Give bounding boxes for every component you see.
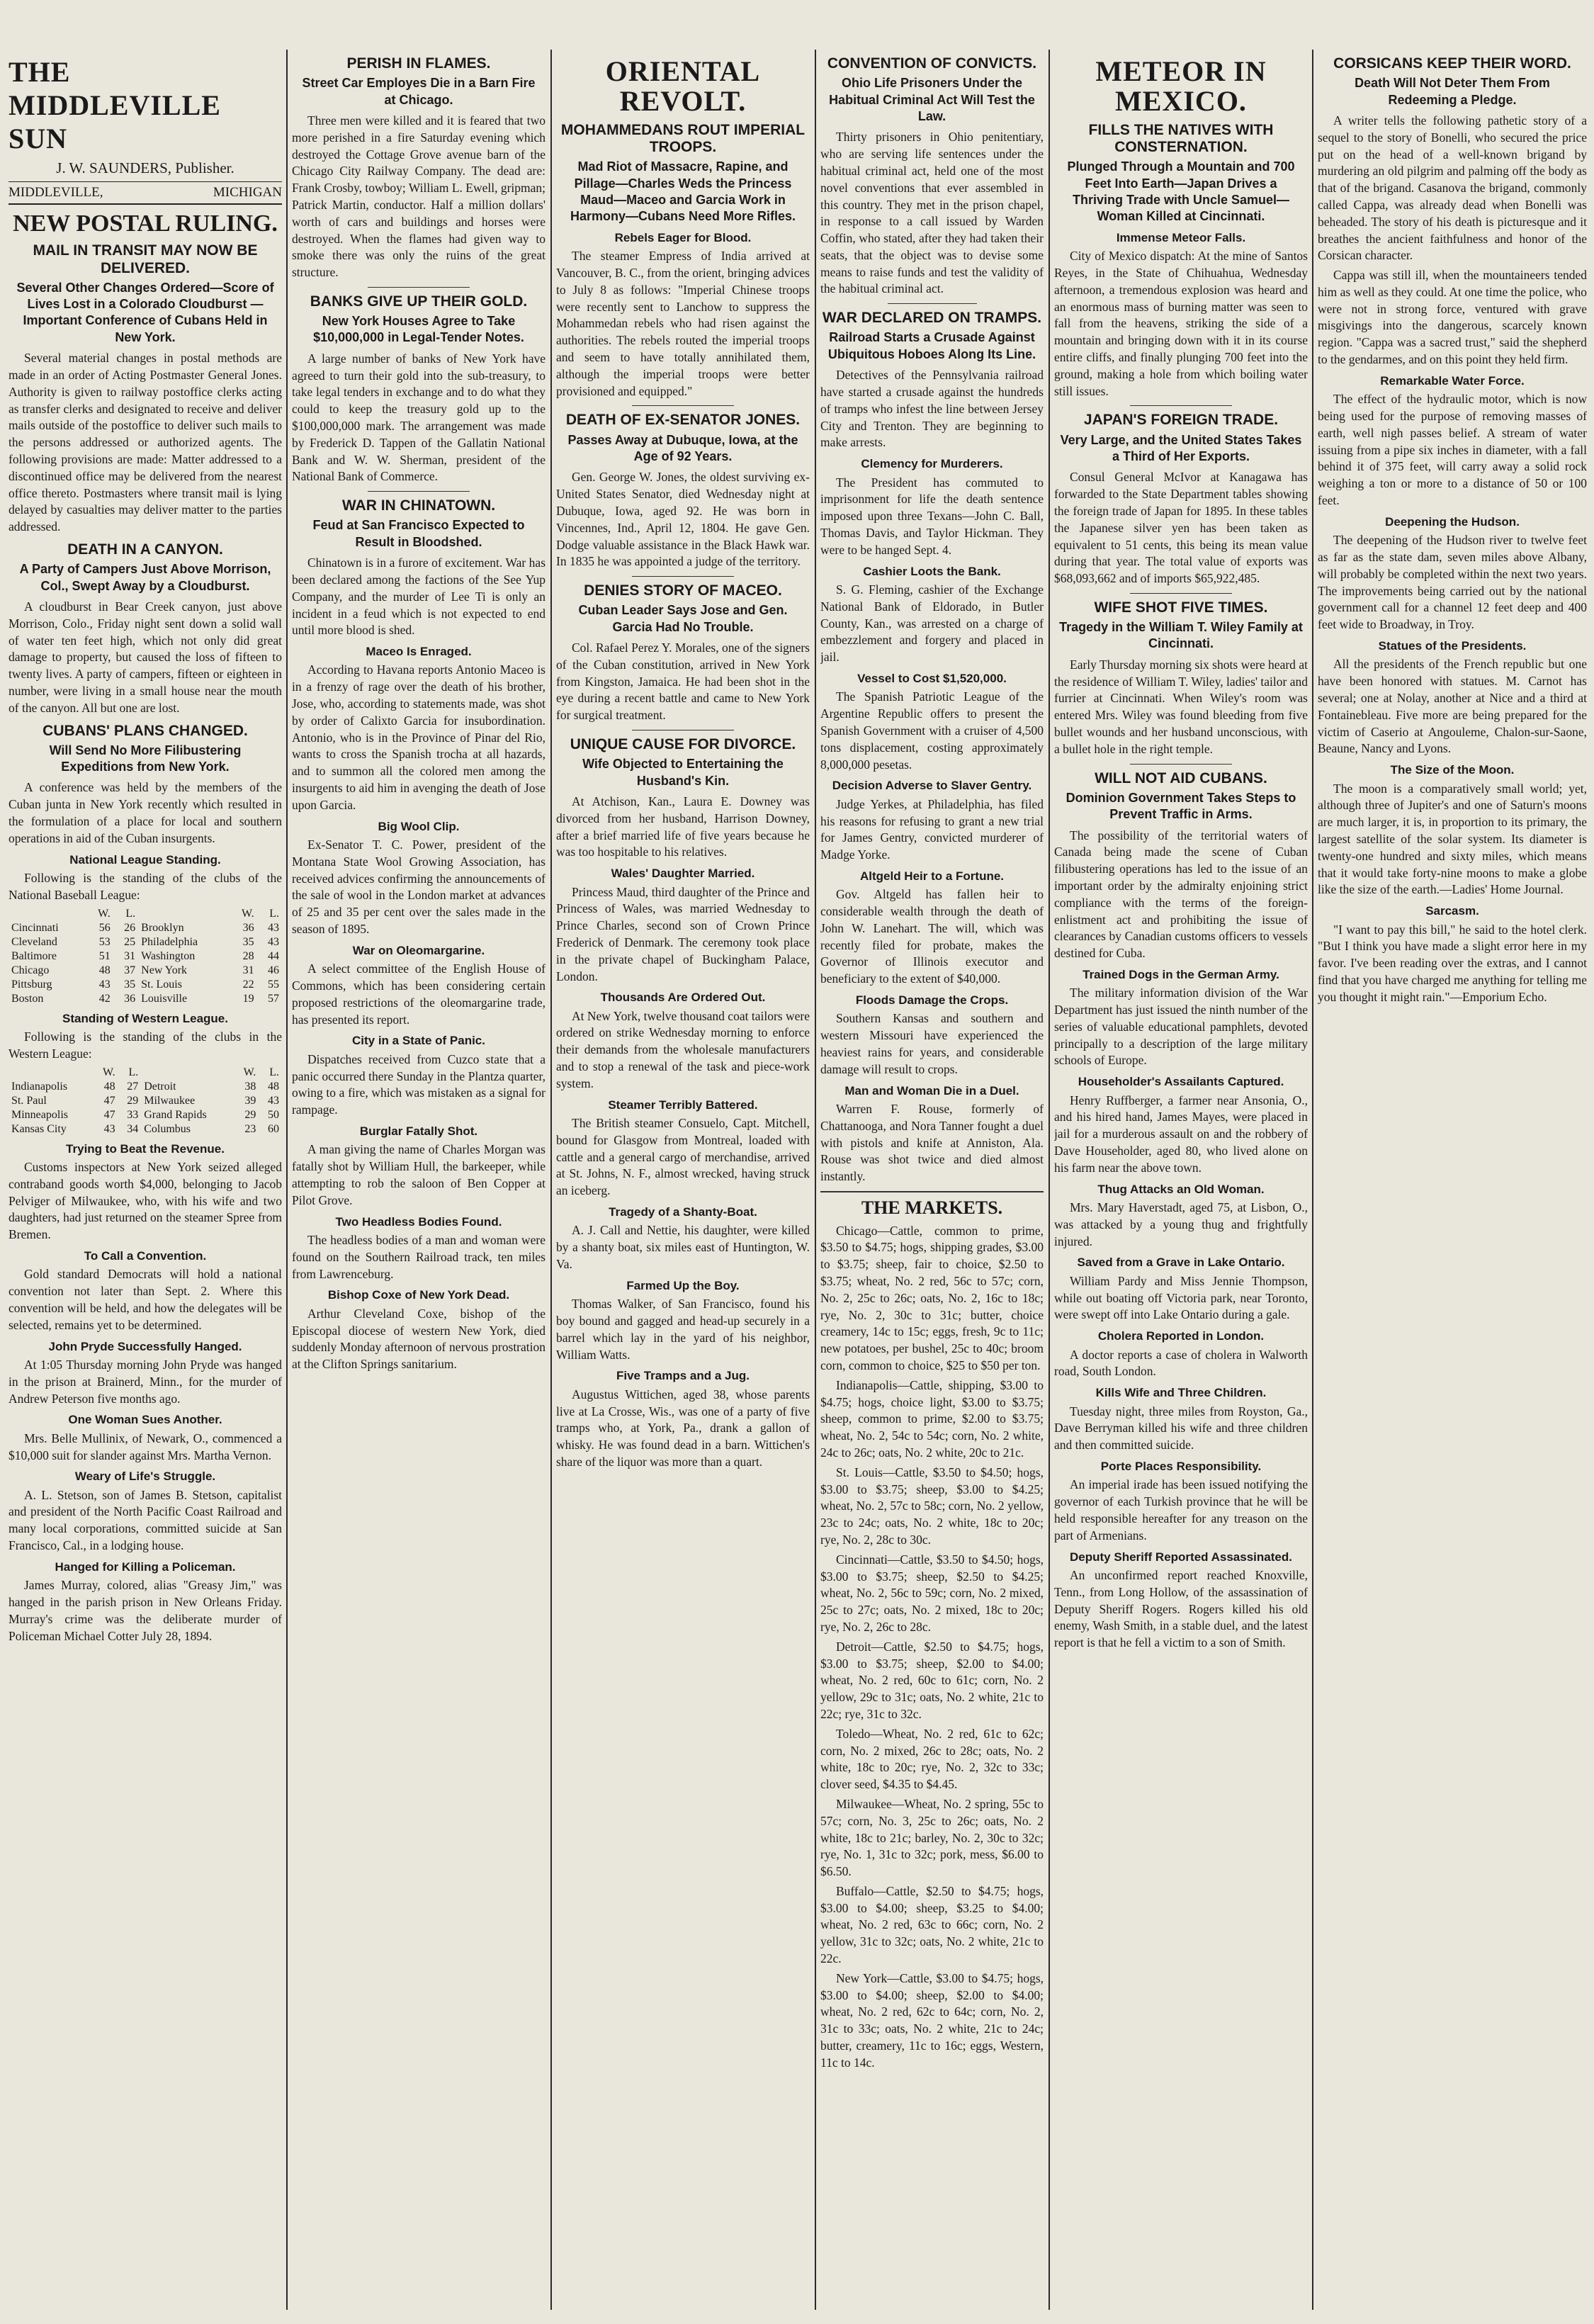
article-body: Gov. Altgeld has fallen heir to considerable wealth through the death of John W. Lanehart. The will, which was recently filed for probate, makes the Governor of Illinois executor and beneficiary to the extent of $40,000.	[820, 887, 1044, 986]
section-heading: Deepening the Hudson.	[1385, 514, 1520, 529]
article-body: Dispatches received from Cuzco state that a panic occurred there Sunday in the Plantza quarter, owing to a fire, which was mistaken as a signal for rampage.	[292, 1051, 546, 1117]
section-heading: John Pryde Successfully Hanged.	[48, 1339, 242, 1353]
table-cell: L.	[269, 907, 279, 920]
section-heading: Kills Wife and Three Children.	[1095, 1386, 1267, 1400]
table-row	[9, 935, 282, 949]
article-body: Following is the standing of the clubs of the National Baseball League:	[9, 871, 282, 902]
headline: WAR DECLARED ON TRAMPS.	[822, 310, 1042, 327]
article-body: Judge Yerkes, at Philadelphia, has filed his reasons for refusing to grant a new trial for James Gentry, convicted murderer of Madge Yorke.	[820, 796, 1044, 862]
headline: PERISH IN FLAMES.	[346, 55, 491, 72]
column-3	[556, 50, 810, 2310]
article-body: Mrs. Belle Mullinix, of Newark, O., commenced a $10,000 suit for slander against Mrs. Martha Vernon.	[9, 1431, 282, 1462]
table-cell: St. Paul	[11, 1094, 47, 1107]
table-cell: W.	[98, 907, 111, 920]
table-cell: 36	[242, 921, 254, 934]
section-heading: Wales' Daughter Married.	[611, 867, 755, 881]
headline-deck: Mad Riot of Massacre, Rapine, and Pillage—Charles Weds the Princess Maud—Maceo and Garcia Work in Harmony—Cubans Need More Rifles.	[570, 159, 796, 224]
article-body: At Atchison, Kan., Laura E. Downey was divorced from her husband, Harrison Downey, after a brief married life of five years because he was too hospitable to his relatives.	[556, 794, 810, 859]
table-cell: 56	[98, 921, 111, 934]
table-row	[9, 949, 282, 964]
article-body: S. G. Fleming, cashier of the Exchange National Bank of Eldorado, in Butler County, Kan., was arrested on a charge of embezzlement and forgery and placed in jail.	[820, 582, 1044, 665]
table-cell: 47	[103, 1108, 115, 1121]
section-heading: Trained Dogs in the German Army.	[1083, 967, 1279, 981]
column-rule	[1312, 50, 1313, 2310]
table-cell: 35	[242, 935, 254, 948]
table-cell	[141, 1066, 234, 1080]
section-heading: Bishop Coxe of New York Dead.	[327, 1288, 510, 1302]
table-cell: 38	[244, 1080, 256, 1093]
national-league-table	[9, 907, 282, 1006]
headline-deck: Ohio Life Prisoners Under the Habitual Criminal Act Will Test the Law.	[829, 76, 1035, 123]
section-heading: Decision Adverse to Slaver Gentry.	[832, 779, 1032, 793]
divider	[368, 287, 469, 288]
article-body: An imperial irade has been issued notifying the governor of each Turkish province that he will be held responsible hereafter for any treason on the part of Armenians.	[1054, 1477, 1308, 1542]
article-body: The deepening of the Hudson river to twelve feet as far as the state dam, seven miles above Albany, will probably be completed within the next two years. The improvements being carried out by the national government call for a channel 12 feet deep and 400 feet wide to Broadway, in Troy.	[1318, 533, 1587, 632]
table-row	[9, 1122, 282, 1136]
article-body: Warren F. Rouse, formerly of Chattanooga, and Nora Tanner fought a duel with pistols and knife at Anniston, Ala. Rouse was shot twice and died almost instantly.	[820, 1102, 1044, 1184]
table-cell: Philadelphia	[141, 935, 198, 948]
market-report: Cincinnati—Cattle, $3.50 to $4.50; hogs, $3.00 to $3.75; sheep, $2.50 to $4.25; wheat, No. 2, 56c to 59c; corn, No. 2 mixed, 25c to 27c; oats, No. 2 mixed, 18c to 20c; rye, No. 2, 26c to 28c.	[820, 1552, 1044, 1634]
headline-deck: Passes Away at Dubuque, Iowa, at the Age of 92 Years.	[567, 432, 798, 463]
article-body: Consul General McIvor at Kanagawa has forwarded to the State Department tables showing the foreign trade of Japan for 1895. In these tables the Japanese silver yen has been taken as equivalent to 51 cents, this being its mean value during that year. The total value of exports was $68,093,662 and of imports $65,922,485.	[1054, 470, 1308, 586]
article-body: A. J. Call and Nettie, his daughter, were killed by a shanty boat, six miles east of Huntington, W. Va.	[556, 1223, 810, 1272]
headline: NEW POSTAL RULING.	[13, 210, 278, 237]
market-report: Milwaukee—Wheat, No. 2 spring, 55c to 57c; corn, No. 3, 25c to 26c; oats, No. 2 white, 18c to 21c; barley, No. 2, 30c to 32c; rye, No. 1, 31c to 32c; pork, mess, $6.00 to $6.50.	[820, 1796, 1044, 1879]
table-cell: 22	[242, 978, 254, 991]
table-cell: 51	[98, 949, 111, 962]
market-report: New York—Cattle, $3.00 to $4.75; hogs, $3.00 to $4.00; sheep, $2.00 to $4.00; wheat, No. 2 red, 62c to 64c; corn, No. 2, 31c to 33c; oats, No. 2 white, 21c to 24c; butter, creamery, 11c to 16c; eggs, Western, 11c to 14c.	[820, 1970, 1044, 2070]
article-body: Princess Maud, third daughter of the Prince and Princess of Wales, was married Wednesday to Prince Charles, second son of Crown Prince Frederick of Denmark. The ceremony took place in the private chapel of Buckingham Palace, London.	[556, 884, 810, 983]
table-cell: 42	[98, 992, 111, 1005]
table-cell: W.	[241, 907, 254, 920]
article-body: Several material changes in postal methods are made in an order of Acting Postmaster General Jones. Authority is given to railway postoffice clerks acting as transfer clerks and designated to receive and deliver mails outside of the postoffice to deliver such mails to the persons addressed or authorized agents. The following provisions are made: Matter addressed to a discontinued office may be delivered from the nearest office thereto. Postmasters where transit mail is lying delayed by casualties may deliver matter to the parties addressed.	[9, 351, 282, 534]
table-cell: Chicago	[11, 964, 50, 976]
article-body: The moon is a comparatively small world; yet, although three of Jupiter's and one of Saturn's moons are much larger, it is, in proportion to its primary, the largest satellite of the solar system. Its diameter is twenty-one hundred and sixty miles, which means that it would take forty-nine moons to make a globe like the size of the earth.—Ladies' Home Journal.	[1318, 781, 1587, 897]
section-heading: Two Headless Bodies Found.	[335, 1214, 502, 1229]
markets-heading: THE MARKETS.	[861, 1197, 1003, 1219]
section-heading: Five Tramps and a Jug.	[616, 1369, 750, 1383]
section-heading: Thug Attacks an Old Woman.	[1097, 1182, 1265, 1196]
divider	[888, 303, 977, 304]
section-heading: Cholera Reported in London.	[1097, 1329, 1265, 1343]
table-cell: 46	[268, 964, 279, 976]
article-body: Chinatown is in a furore of excitement. War has been declared among the factions of the See Yup Company, and the murder of Lee Ti is only an incident in a feud which is not expected to end until more blood is shed.	[292, 555, 546, 638]
headline: WIFE SHOT FIVE TIMES.	[1094, 599, 1268, 616]
table-cell: 43	[268, 921, 279, 934]
headline: METEOR IN MEXICO.	[1095, 55, 1267, 117]
section-heading: Cashier Loots the Bank.	[863, 564, 1001, 578]
column-5	[1054, 50, 1308, 2310]
article-body: Mrs. Mary Haverstadt, aged 75, at Lisbon, O., was attacked by a young thug and frightfully injured.	[1054, 1200, 1308, 1248]
table-cell: 44	[268, 949, 279, 962]
article-body: According to Havana reports Antonio Maceo is in a frenzy of rage over the death of his brother, Jose, who, according to statements made, was shot by order of Calixto Garcia for insubordination. Antonio, who is in the Province of Pinar del Rio, wants to cross the Spanish trocha at all hazards, and to summon all the colored men among the insurgents to aid him in avenging the death of Jose upon Garcia.	[292, 662, 546, 812]
article-body: At 1:05 Thursday morning John Pryde was hanged in the prison at Brainerd, Minn., for the murder of Andrew Peterson five months ago.	[9, 1357, 282, 1406]
article-body: An unconfirmed report reached Knoxville, Tenn., from Long Hollow, of the assassination of Deputy Sheriff Rogers. Rogers killed his old enemy, Wash Smith, in a stable duel, and the latest report is that he fell a victim to a son of Smith.	[1054, 1567, 1308, 1650]
table-cell: L.	[128, 1066, 139, 1078]
table-cell: 50	[268, 1108, 279, 1121]
table-row	[9, 964, 282, 978]
table-cell: 48	[103, 1080, 115, 1093]
divider	[632, 405, 733, 406]
article-body: A select committee of the English House of Commons, which has been considering certain proposed restrictions of the oleomargarine trade, has presented its report.	[292, 961, 546, 1027]
table-cell: Minneapolis	[11, 1108, 68, 1121]
article-body: A doctor reports a case of cholera in Walworth road, South London.	[1054, 1347, 1308, 1379]
table-cell: 60	[268, 1122, 279, 1135]
table-cell: 34	[127, 1122, 139, 1135]
table-header-row	[9, 1066, 282, 1080]
article-body: Cappa was still ill, when the mountaineers tended him as well as they could. At one time the police, who were not in strong force, ventured with grave misgivings into the dangerous, scarcely known region. "Cappa was a sacred trust," said the shepherd to the gendarmes, and on this point they held firm.	[1318, 268, 1587, 367]
section-heading: Sarcasm.	[1425, 904, 1479, 918]
section-heading: Burglar Fatally Shot.	[359, 1124, 478, 1138]
market-report: Buffalo—Cattle, $2.50 to $4.75; hogs, $3.00 to $4.00; sheep, $3.25 to $4.00; wheat, No. 2 red, 63c to 66c; corn, No. 2 yellow, 31c to 32c; oats, No. 2 white, 21c to 22c.	[820, 1883, 1044, 1966]
article-body: The steamer Empress of India arrived at Vancouver, B. C., from the orient, bringing advices to July 8 as follows: "Imperial Chinese troops were recently sent to Lanchow to suppress the Mohammedan rebels who had risen against the authorities. The rebels routed the imperial troops and seem to have totally annihilated them, although the imperial troops were better provisioned and equipped."	[556, 249, 810, 398]
table-cell: Detroit	[144, 1080, 176, 1093]
table-header-row	[9, 907, 282, 921]
section-heading: Immense Meteor Falls.	[1116, 230, 1246, 244]
table-cell: 57	[268, 992, 279, 1005]
section-heading: Big Wool Clip.	[378, 819, 460, 833]
masthead	[9, 55, 282, 205]
table-row	[9, 992, 282, 1006]
table-cell: Brooklyn	[141, 921, 184, 934]
section-heading: Vessel to Cost $1,520,000.	[857, 671, 1007, 685]
table-cell: L.	[269, 1066, 279, 1078]
table-cell: 43	[268, 1094, 279, 1107]
section-heading: Clemency for Murderers.	[861, 457, 1003, 471]
western-league-table	[9, 1066, 282, 1136]
article-body: Augustus Wittichen, aged 38, whose parents live at La Crosse, Wis., was one of a party of five tramps who, at York, Pa., drank a gallon of whisky. He was found dead in a barn. Wittichen's share of the liquor was more than a quart.	[556, 1387, 810, 1469]
table-cell: Indianapolis	[11, 1080, 68, 1093]
table-cell: 43	[268, 935, 279, 948]
table-cell: Pittsburg	[11, 978, 52, 991]
table-cell: 43	[98, 978, 111, 991]
headline-deck: Several Other Changes Ordered—Score of Lives Lost in a Colorado Cloudburst — Important Conference of Cubans Held in New York.	[16, 280, 274, 344]
section-heading: Altgeld Heir to a Fortune.	[859, 869, 1005, 883]
table-row	[9, 1080, 282, 1094]
headline-deck: Street Car Employes Die in a Barn Fire at Chicago.	[302, 76, 536, 107]
article-body: William Pardy and Miss Jennie Thompson, while out boating off Victoria park, near Toronto, were swept off into Lake Ontario during a gale.	[1054, 1273, 1308, 1322]
masthead-publisher: J. W. SAUNDERS, Publisher.	[9, 155, 282, 182]
masthead-state: MICHIGAN	[213, 185, 282, 200]
article-body: A man giving the name of Charles Morgan was fatally shot by William Hull, the barkeeper, while attempting to rob the saloon of Ben Copper at Pilot Grove.	[292, 1142, 546, 1207]
section-heading: Deputy Sheriff Reported Assassinated.	[1070, 1550, 1292, 1564]
table-cell: 27	[127, 1080, 139, 1093]
article-body: Customs inspectors at New York seized alleged contraband goods worth $4,000, belonging to Jacob Pelviger of Milwaukee, who, with his wife and two daughters, had just returned on the steamer Spree from Bremen.	[9, 1159, 282, 1242]
table-row	[9, 1108, 282, 1122]
section-heading: Statues of the Presidents.	[1378, 639, 1527, 653]
market-report: Indianapolis—Cattle, shipping, $3.00 to $4.75; hogs, choice light, $3.00 to $3.75; sheep, common to prime, $2.00 to $3.75; wheat, No. 2, 54c to 54c; corn, No. 2 white, 24c to 26c; oats, No. 2 white, 20c to 21c.	[820, 1377, 1044, 1460]
table-cell: St. Louis	[141, 978, 182, 991]
divider	[820, 1191, 1044, 1192]
section-heading: Man and Woman Die in a Duel.	[844, 1083, 1019, 1098]
table-cell: Washington	[141, 949, 196, 962]
section-heading: Hanged for Killing a Policeman.	[55, 1559, 236, 1574]
masthead-title: THE MIDDLEVILLE SUN	[9, 56, 221, 154]
headline: WILL NOT AID CUBANS.	[1095, 769, 1267, 786]
table-cell: 25	[124, 935, 136, 948]
section-heading: Steamer Terribly Battered.	[608, 1098, 758, 1112]
table-cell: New York	[141, 964, 188, 976]
table-cell: 39	[244, 1094, 256, 1107]
section-heading: Maceo Is Enraged.	[366, 645, 472, 659]
table-cell: 43	[103, 1122, 115, 1135]
headline: CORSICANS KEEP THEIR WORD.	[1333, 55, 1571, 72]
headline-deck: Tragedy in the William T. Wiley Family at Cincinnati.	[1059, 620, 1303, 651]
market-report: Detroit—Cattle, $2.50 to $4.75; hogs, $3.00 to $3.75; sheep, $2.00 to $4.00; wheat, No. 2 red, 60c to 61c; corn, No. 2 yellow, 29c to 31c; oats, No. 2 white, 21c to 22c; rye, 31c to 32c.	[820, 1639, 1044, 1721]
table-cell: 55	[268, 978, 279, 991]
market-report: Chicago—Cattle, common to prime, $3.50 to $4.75; hogs, shipping grades, $3.00 to $3.75; sheep, fair to choice, $2.50 to $3.75; wheat, No. 2 red, 56c to 57c; corn, No. 2, 25c to 26c; oats, No. 2, 16c to 18c; rye, No. 2, 30c to 31c; butter, choice creamery, 14c to 15c; eggs, fresh, 9c to 11c; new potatoes, per bushel, 25c to 40c; broom corn, common to choice, $25 to $50 per ton.	[820, 1223, 1044, 1372]
headline: ORIENTAL REVOLT.	[605, 55, 761, 117]
section-heading: DEATH IN A CANYON.	[67, 541, 223, 558]
article-body: All the presidents of the French republic but one have been honored with statues. M. Carnot has several; one at Nolay, another at Nice and a third at Fontainebleau. Five more are being prepared for the victim of Caserio at Angouleme, Chalon-sur-Saone, Beaune, Nancy and Lyons.	[1318, 657, 1587, 756]
table-cell: 26	[124, 921, 136, 934]
table-cell: 53	[98, 935, 111, 948]
article-body: Three men were killed and it is feared that two more perished in a fire Saturday evening which destroyed the Cottage Grove avenue barn of the Chicago City Railway Company. The dead are: Frank Crosby, towboy; William L. Ewell, gripman; Patrick Martin, conductor. Half a million dollars' worth of cars and buildings and horses were destroyed. When the flames had given way to smoke there was only the ruins of the great structure.	[292, 113, 546, 280]
table-cell: 31	[242, 964, 254, 976]
divider	[1130, 593, 1231, 594]
section-heading: Remarkable Water Force.	[1380, 373, 1525, 388]
section-heading: Porte Places Responsibility.	[1100, 1459, 1262, 1473]
section-heading: Saved from a Grave in Lake Ontario.	[1077, 1256, 1285, 1270]
table-cell	[138, 907, 230, 921]
article-body: At New York, twelve thousand coat tailors were ordered on strike Wednesday morning to enforce their demands from the wholesale manufacturers and to stop a renewal of the task and piece-work system.	[556, 1008, 810, 1090]
table-row	[9, 978, 282, 992]
column-rule	[1048, 50, 1050, 2310]
article-body: James Murray, colored, alias "Greasy Jim," was hanged in the parish prison in New Orleans Friday. Murray's crime was the deliberate murder of Policeman Michael Cotter July 28, 1894.	[9, 1578, 282, 1643]
article-body: The headless bodies of a man and woman were found on the Southern Railroad track, ten miles from Lawrenceburg.	[292, 1232, 546, 1281]
headline-deck: Plunged Through a Mountain and 700 Feet Into Earth—Japan Drives a Thriving Trade with Uncle Samuel—Woman Killed at Cincinnati.	[1067, 159, 1295, 224]
table-cell: 19	[242, 992, 254, 1005]
table-cell: 48	[98, 964, 111, 976]
section-heading: Standing of Western League.	[62, 1011, 228, 1025]
subheadline: FILLS THE NATIVES WITH CONSTERNATION.	[1088, 122, 1274, 156]
market-report: St. Louis—Cattle, $3.50 to $4.50; hogs, $3.00 to $3.75; sheep, $3.00 to $4.25; wheat, No. 2, 57c to 58c; corn, No. 2 yellow, 23c to 24c; oats, No. 2 white, 18c to 20c; rye, No. 2, 28c to 30c.	[820, 1465, 1044, 1547]
subheadline: MAIL IN TRANSIT MAY NOW BE DELIVERED.	[33, 242, 258, 276]
divider	[1130, 764, 1231, 765]
table-cell	[9, 1066, 94, 1080]
article-body: Arthur Cleveland Coxe, bishop of the Episcopal diocese of western New York, died suddenly Monday afternoon of nervous prostration at the Clifton Springs sanitarium.	[292, 1306, 546, 1372]
table-cell: Cleveland	[11, 935, 57, 948]
table-cell: 31	[124, 949, 136, 962]
masthead-town: MIDDLEVILLE,	[9, 185, 103, 200]
article-body: A cloudburst in Bear Creek canyon, just above Morrison, Colo., Friday night sent down a solid wall of water ten feet high, which not only did great damage to property, but caused the loss of fifteen to twenty lives. A party of campers, fifteen or eighteen in number, were living in a small house near the mouth of the canyon. All but one are lost.	[9, 599, 282, 715]
section-heading: Tragedy of a Shanty-Boat.	[609, 1205, 757, 1219]
divider	[632, 730, 733, 731]
article-body: Southern Kansas and southern and western Missouri have experienced the heaviest rains for years, and considerable damage will result to crops.	[820, 1011, 1044, 1076]
section-heading: The Size of the Moon.	[1390, 763, 1515, 777]
article-body: Early Thursday morning six shots were heard at the residence of William T. Wiley, ladies' tailor and furrier at Cincinnati. When Wiley's room was entered Mrs. Wiley was found bleeding from five bullet wounds and her husband unconscious, with a bullet hole in the right temple.	[1054, 657, 1308, 756]
headline-deck: Very Large, and the United States Takes a Third of Her Exports.	[1060, 432, 1302, 463]
section-heading: Weary of Life's Struggle.	[74, 1470, 216, 1484]
headline-deck: New York Houses Agree to Take $10,000,000 in Legal-Tender Notes.	[313, 314, 524, 345]
masthead-dateline	[9, 182, 282, 205]
article-body: The British steamer Consuelo, Capt. Mitchell, bound for Glasgow from Montreal, loaded with cattle and a general cargo of merchandise, arrived at St. Johns, N. F., almost wrecked, having struck an iceberg.	[556, 1116, 810, 1198]
table-cell: 37	[124, 964, 136, 976]
table-cell: Grand Rapids	[144, 1108, 207, 1121]
section-heading: Trying to Beat the Revenue.	[66, 1141, 225, 1156]
article-body: A. L. Stetson, son of James B. Stetson, capitalist and president of the North Pacific Coast Railroad and many local corporations, committed suicide at San Francisco, Cal., in a lodging house.	[9, 1487, 282, 1553]
column-rule	[550, 50, 552, 2310]
article-body: Thirty prisoners in Ohio penitentiary, who are serving life sentences under the habitual criminal act, held one of the most novel conventions that ever assembled in this country. They met in the prison chapel, in response to a call issued by Warden Coffin, who stated, after they had taken their seats, that the object was to devise some means to raise funds and test the validity of the habitual criminal act.	[820, 130, 1044, 296]
table-cell	[9, 907, 86, 921]
divider	[632, 576, 733, 577]
section-deck: A Party of Campers Just Above Morrison, Col., Swept Away by a Cloudburst.	[19, 562, 271, 593]
table-cell: 29	[244, 1108, 256, 1121]
table-cell: 48	[268, 1080, 279, 1093]
section-heading: One Woman Sues Another.	[68, 1413, 222, 1427]
table-cell: Boston	[11, 992, 44, 1005]
table-cell: W.	[243, 1066, 256, 1078]
article-body: A writer tells the following pathetic story of a sequel to the story of Bonelli, who secured the price put on the head of a well-known brigand by murdering an old pilgrim and palming off the body as that of the brigand. Casanova the brigand, commonly called Cappa, was already dead when Bonelli was beheaded. The story of his death is picturesque and it breathes the ancient faithfulness and honor of the Corsican character.	[1318, 113, 1587, 263]
column-2	[292, 50, 546, 2310]
table-row	[9, 1094, 282, 1108]
column-4	[820, 50, 1044, 2310]
table-cell: 36	[124, 992, 136, 1005]
headline-deck: Dominion Government Takes Steps to Prevent Traffic in Arms.	[1066, 790, 1296, 822]
headline: CONVENTION OF CONVICTS.	[827, 55, 1037, 72]
section-deck: Will Send No More Filibustering Expeditions from New York.	[49, 743, 242, 774]
headline-deck: Wife Objected to Entertaining the Husband's Kin.	[582, 757, 784, 788]
divider	[1130, 405, 1231, 406]
article-body: The Spanish Patriotic League of the Argentine Republic offers to present the Spanish Government with a cruiser of 4,500 tons displacement, costing approximately 8,000,000 pesetas.	[820, 689, 1044, 772]
article-body: The effect of the hydraulic motor, which is now being used for the purpose of removing masses of earth, well nigh passes belief. A stream of water issuing from a pipe six inches in diameter, with a fall behind it of 375 feet, will carry away a solid rock weighing a ton or more to a distance of 50 or 100 feet.	[1318, 392, 1587, 508]
section-heading: Rebels Eager for Blood.	[614, 230, 752, 244]
section-heading: War on Oleomargarine.	[352, 943, 485, 957]
table-cell: 28	[242, 949, 254, 962]
article-body: Detectives of the Pennsylvania railroad have started a crusade against the hundreds of tramps who infest the line between Jersey City and Trenton. They are beginning to make arrests.	[820, 368, 1044, 450]
article-body: Col. Rafael Perez Y. Morales, one of the signers of the Cuban constitution, arrived in New York from Kingston, Jamaica. He had been shot in the eye during a recent battle and came to New York for surgical treatment.	[556, 641, 810, 723]
column-rule	[815, 50, 816, 2310]
article-body: City of Mexico dispatch: At the mine of Santos Reyes, in the State of Chihuahua, Wednesday afternoon, a tremendous explosion was heard and an enormous mass of burning matter was seen to fall from the heavens, striking the side of a mountain and bringing down with it in its course entire cliffs, and finally plunging 700 feet into the ground, making a hole from which boiling water still issues.	[1054, 249, 1308, 398]
section-heading: CUBANS' PLANS CHANGED.	[43, 722, 248, 739]
article-body: Tuesday night, three miles from Royston, Ga., Dave Berryman killed his wife and three children and then committed suicide.	[1054, 1404, 1308, 1452]
article-body: Henry Ruffberger, a farmer near Ansonia, O., and his hired hand, James Mayes, were placed in jail for a murderous assault on and the robbery of Dave Householder, aged 80, who lived alone on his farm near the above town.	[1054, 1093, 1308, 1175]
section-heading: Farmed Up the Boy.	[626, 1278, 740, 1292]
column-1	[9, 50, 282, 2310]
section-heading: National League Standing.	[69, 852, 221, 867]
section-heading: To Call a Convention.	[84, 1248, 207, 1263]
article-body: Gold standard Democrats will hold a national convention not later than Sept. 2. Where this convention will be held, and how the delegates will be selected, remains yet to be determined.	[9, 1267, 282, 1332]
article-body: Thomas Walker, of San Francisco, found his boy bound and gagged and head-up securely in a barrel which lay in the yard of his neighbor, William Watts.	[556, 1297, 810, 1362]
headline-deck: Railroad Starts a Crusade Against Ubiquitous Hoboes Along Its Line.	[827, 330, 1036, 361]
table-cell: 47	[103, 1094, 115, 1107]
table-cell: Columbus	[144, 1122, 191, 1135]
table-cell: L.	[125, 907, 136, 920]
headline: UNIQUE CAUSE FOR DIVORCE.	[570, 736, 796, 753]
section-heading: Thousands Are Ordered Out.	[600, 991, 766, 1005]
headline: WAR IN CHINATOWN.	[341, 497, 496, 514]
table-cell: 29	[127, 1094, 139, 1107]
table-cell: W.	[102, 1066, 115, 1078]
headline: JAPAN'S FOREIGN TRADE.	[1083, 412, 1279, 429]
headline: DENIES STORY OF MACEO.	[584, 582, 782, 599]
table-cell: 23	[244, 1122, 256, 1135]
article-body: Gen. George W. Jones, the oldest surviving ex-United States Senator, died Wednesday night at Dubuque, Iowa, aged 92. He was born in Vincennes, Ind., April 12, 1804. He gave Gen. Dodge valuable assistance in the Black Hawk war. In 1835 he was appointed a judge of the territory.	[556, 470, 810, 569]
table-row	[9, 921, 282, 935]
table-cell: Kansas City	[11, 1122, 67, 1135]
article-body: The President has commuted to imprisonment for life the death sentence imposed upon three Texans—John C. Ball, Thomas Davis, and Taylor Hickman. They were to be hanged Sept. 4.	[820, 475, 1044, 557]
headline: DEATH OF EX-SENATOR JONES.	[565, 412, 801, 429]
headline: BANKS GIVE UP THEIR GOLD.	[310, 293, 528, 310]
headline-deck: Feud at San Francisco Expected to Result in Bloodshed.	[312, 518, 525, 549]
headline-deck: Cuban Leader Says Jose and Gen. Garcia Had No Trouble.	[578, 603, 788, 634]
table-cell: Cincinnati	[11, 921, 59, 934]
divider	[368, 491, 469, 492]
headline-deck: Death Will Not Deter Them From Redeeming a Pledge.	[1355, 76, 1550, 107]
table-cell: Louisville	[141, 992, 188, 1005]
article-body: Ex-Senator T. C. Power, president of the Montana State Wool Growing Association, has received advices confirming the announcements of the sale of wool in the London market at advances of 25 and 35 per cent over the sales made in the season of 1895.	[292, 837, 546, 937]
table-cell: Baltimore	[11, 949, 57, 962]
article-body: The military information division of the War Department has just issued the ninth number of the series of valuable educational pamphlets, devoted principally to a description of the large military schools of Europe.	[1054, 986, 1308, 1068]
section-heading: Floods Damage the Crops.	[855, 993, 1009, 1008]
column-6	[1318, 50, 1587, 2310]
article-body: A large number of banks of New York have agreed to turn their gold into the sub-treasury, to take legal tenders in exchange and to do what they could to keep the treasury gold up to the $100,000,000 mark. The arrangement was made by Frederick D. Tappen of the Gallatin National Bank and W. W. Sherman, president of the National Bank of Commerce.	[292, 351, 546, 484]
market-report: Toledo—Wheat, No. 2 red, 61c to 62c; corn, No. 2 mixed, 26c to 28c; oats, No. 2 white, 18c to 20c; rye, No. 2, 32c to 33c; clover seed, $4.35 to $4.45.	[820, 1726, 1044, 1792]
article-body: A conference was held by the members of the Cuban junta in New York recently which resulted in the formulation of a place for local and southern operations in aid of the Cuban insurgents.	[9, 780, 282, 845]
subheadline: MOHAMMEDANS ROUT IMPERIAL TROOPS.	[560, 122, 806, 156]
article-body: "I want to pay this bill," he said to the hotel clerk. "But I think you have made a slight error here in my favor. I've been reading over the extras, and I cannot find that you have charged me anything for telling me you thought it might rain."—Emporium Echo.	[1318, 922, 1587, 1004]
article-body: The possibility of the territorial waters of Canada being made the scene of Cuban filibustering operations has led to the issue of an important order by the admiralty enjoining strict compliance with the terms of the foreign-enlistment act and prohibiting the issue of clearances by Canadian customs officers to vessels destined for Cuba.	[1054, 828, 1308, 961]
article-body: Following is the standing of the clubs in the Western League:	[9, 1029, 282, 1061]
column-rule	[286, 50, 288, 2310]
table-cell: 35	[124, 978, 136, 991]
table-cell: Milwaukee	[144, 1094, 196, 1107]
section-heading: City in a State of Panic.	[352, 1034, 485, 1048]
section-heading: Householder's Assailants Captured.	[1078, 1075, 1284, 1089]
table-cell: 33	[127, 1108, 139, 1121]
